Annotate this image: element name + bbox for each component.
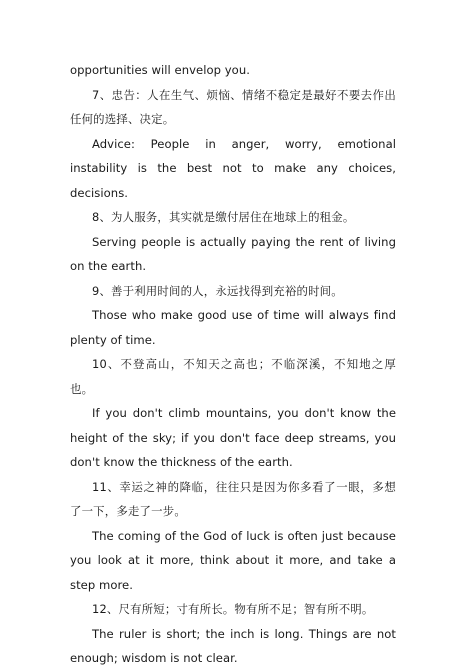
paragraph-en-10: If you don't climb mountains, you don't know the height of the sky; if you don't face deep streams, you don't know the thickness of the earth. (70, 406, 396, 469)
document-page (70, 58, 396, 671)
paragraph-en-9: Those who make good use of time will always find plenty of time. (70, 308, 396, 347)
paragraph-en-11: The coming of the God of luck is often just because you look at it more, think about it more, and take a step more. (70, 528, 396, 592)
paragraph-en-continuation: opportunities will envelop you. (70, 63, 250, 77)
paragraph-cn-12: 12、尺有所短；寸有所长。物有所不足；智有所不明。 (92, 602, 374, 616)
paragraph-cn-10: 10、不登高山，不知天之高也；不临深溪，不知地之厚也。 (70, 357, 396, 396)
paragraph-cn-7: 7、忠告：人在生气、烦恼、情绪不稳定是最好不要去作出任何的选择、决定。 (70, 87, 396, 126)
paragraph-cn-11: 11、幸运之神的降临，往往只是因为你多看了一眼，多想了一下，多走了一步。 (70, 479, 396, 518)
paragraph-en-8: Serving people is actually paying the rent of living on the earth. (70, 234, 396, 273)
paragraph-en-12: The ruler is short; the inch is long. Things are not enough; wisdom is not clear. (70, 626, 396, 665)
paragraph-cn-9: 9、善于利用时间的人，永远找得到充裕的时间。 (92, 283, 343, 298)
paragraph-en-7: Advice: People in anger, worry, emotional instability is the best not to make any choices, decisions. (70, 136, 396, 200)
paragraph-cn-8: 8、为人服务，其实就是缴付居住在地球上的租金。 (92, 210, 355, 224)
